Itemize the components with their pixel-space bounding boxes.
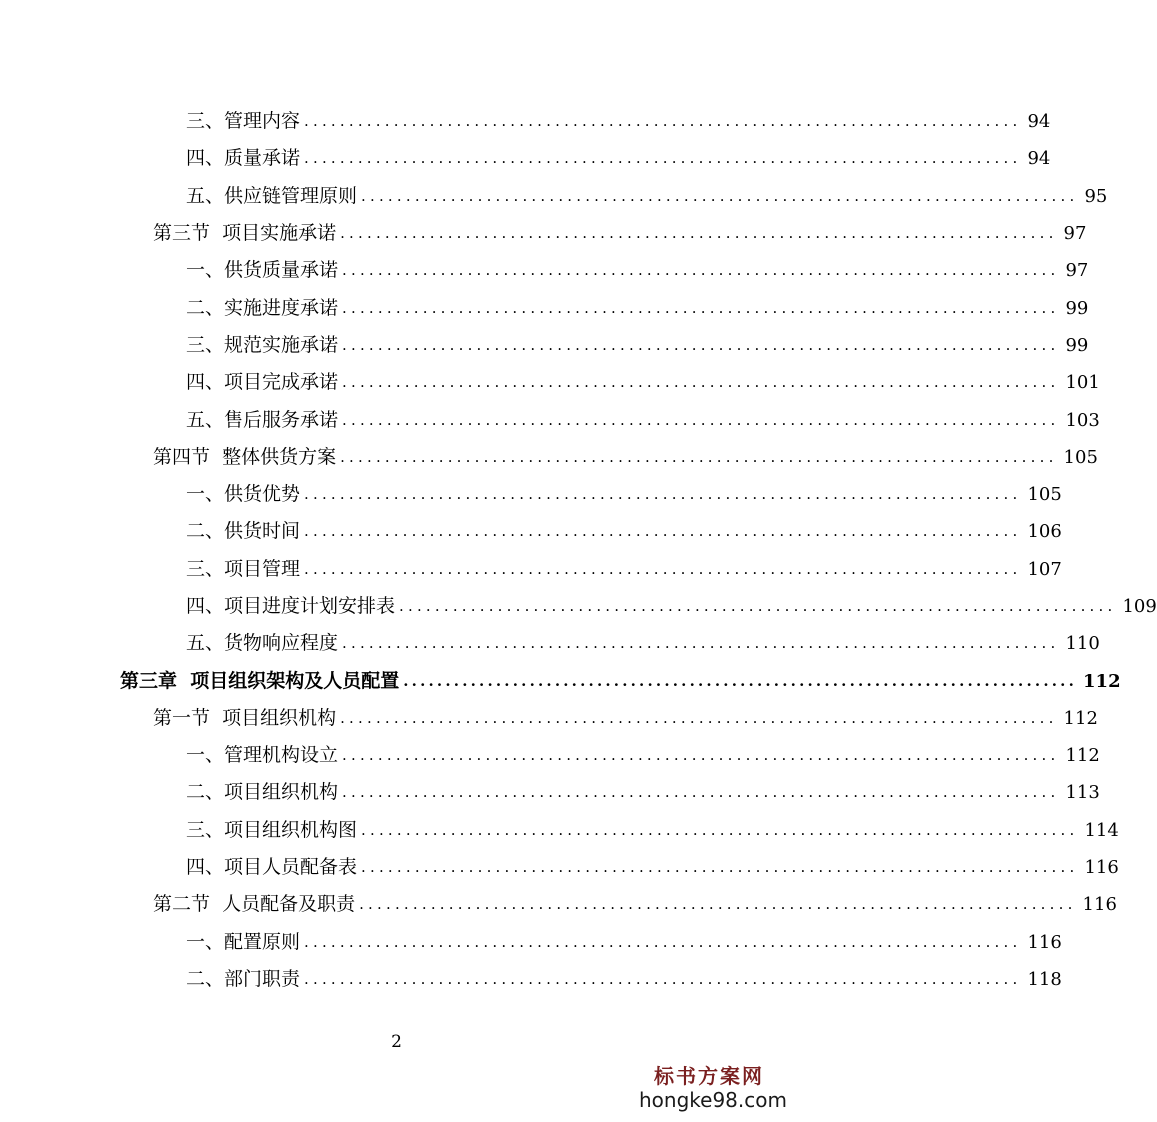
toc-entry-label: 五、售后服务承诺	[186, 408, 339, 431]
toc-entry-page: 116	[1084, 857, 1119, 879]
toc-entry[interactable]	[0, 362, 1100, 399]
toc-entry[interactable]	[0, 586, 1157, 623]
toc-dot-leader: ................................................................................	[403, 671, 1078, 690]
toc-entry-label: 四、项目人员配备表	[186, 856, 358, 879]
toc-dot-leader: ................................................................................	[342, 783, 1060, 802]
toc-entry-label: 一、管理机构设立	[186, 744, 339, 767]
toc-entry[interactable]	[0, 884, 1117, 921]
toc-entry-label: 一、供货优势	[186, 483, 301, 506]
toc-entry-label: 一、供货质量承诺	[186, 259, 339, 282]
toc-dot-leader: ................................................................................	[342, 298, 1060, 317]
watermark-title: 标书方案网	[654, 1064, 764, 1088]
toc-dot-leader: ................................................................................	[342, 746, 1060, 765]
toc-dot-leader: ................................................................................	[342, 261, 1060, 280]
table-of-contents	[0, 101, 1157, 996]
toc-entry-page: 110	[1065, 633, 1100, 655]
toc-entry-label: 五、货物响应程度	[186, 632, 339, 655]
toc-entry-label: 第二节 人员配备及职责	[153, 893, 356, 916]
toc-entry-label: 第三节 项目实施承诺	[153, 222, 337, 245]
toc-dot-leader: ................................................................................	[304, 969, 1022, 988]
toc-entry[interactable]	[0, 474, 1062, 511]
toc-dot-leader: ................................................................................	[304, 559, 1022, 578]
toc-dot-leader: ................................................................................	[361, 820, 1079, 839]
toc-entry-page: 112	[1083, 670, 1121, 692]
toc-dot-leader: ................................................................................	[304, 522, 1022, 541]
toc-entry[interactable]	[0, 549, 1062, 586]
toc-entry[interactable]	[0, 176, 1108, 213]
toc-entry-page: 94	[1027, 111, 1051, 133]
toc-entry-page: 107	[1027, 558, 1062, 580]
toc-entry-page: 97	[1065, 260, 1089, 282]
toc-entry[interactable]	[0, 922, 1062, 959]
toc-entry-label: 第四节 整体供货方案	[153, 445, 337, 468]
toc-entry[interactable]	[0, 623, 1100, 660]
toc-entry-label: 二、供货时间	[186, 520, 301, 543]
toc-dot-leader: ................................................................................	[342, 335, 1060, 354]
toc-entry-label: 四、项目进度计划安排表	[186, 595, 396, 617]
toc-entry-page: 99	[1065, 297, 1089, 319]
toc-entry[interactable]	[0, 660, 1121, 697]
toc-entry[interactable]	[0, 847, 1119, 884]
toc-entry[interactable]	[0, 287, 1089, 324]
toc-entry[interactable]	[0, 325, 1089, 362]
toc-dot-leader: ................................................................................	[304, 112, 1022, 131]
toc-entry-page: 106	[1027, 521, 1062, 543]
toc-entry-page: 95	[1084, 185, 1108, 207]
toc-dot-leader: ................................................................................	[340, 224, 1058, 243]
toc-dot-leader: ................................................................................	[304, 932, 1022, 951]
toc-entry-label: 第三章 项目组织架构及人员配置	[120, 669, 400, 692]
toc-entry-label: 五、供应链管理原则	[186, 184, 358, 207]
toc-entry-page: 113	[1065, 782, 1100, 804]
toc-entry-page: 105	[1027, 484, 1062, 506]
toc-entry-page: 101	[1065, 372, 1100, 394]
toc-dot-leader: ................................................................................	[361, 858, 1079, 877]
watermark-url: hongke98.com	[639, 1088, 787, 1112]
toc-entry-label: 第一节 项目组织机构	[153, 706, 337, 729]
toc-entry[interactable]	[0, 138, 1051, 175]
toc-entry-label: 三、管理内容	[186, 110, 301, 133]
toc-dot-leader: ................................................................................	[304, 485, 1022, 504]
toc-entry-page: 105	[1063, 446, 1098, 468]
toc-dot-leader: ................................................................................	[304, 149, 1022, 168]
toc-entry[interactable]	[0, 698, 1098, 735]
toc-entry-page: 103	[1065, 409, 1100, 431]
toc-dot-leader: ................................................................................	[342, 410, 1060, 429]
toc-entry[interactable]	[0, 511, 1062, 548]
toc-entry[interactable]	[0, 101, 1051, 138]
toc-dot-leader: ................................................................................	[342, 373, 1060, 392]
toc-dot-leader: ................................................................................	[342, 634, 1060, 653]
toc-dot-leader: ................................................................................	[359, 895, 1077, 914]
toc-dot-leader: ................................................................................	[361, 186, 1079, 205]
watermark-logo	[639, 1064, 787, 1112]
toc-entry[interactable]	[0, 399, 1100, 436]
toc-entry-label: 一、配置原则	[186, 930, 301, 953]
toc-entry[interactable]	[0, 810, 1119, 847]
toc-entry-label: 四、项目完成承诺	[186, 371, 339, 394]
toc-entry-page: 118	[1027, 968, 1062, 990]
toc-entry-page: 116	[1027, 931, 1062, 953]
toc-entry-label: 三、项目管理	[186, 557, 301, 580]
toc-entry-page: 99	[1065, 334, 1089, 356]
toc-entry-page: 97	[1063, 223, 1087, 245]
toc-entry-page: 112	[1065, 745, 1100, 767]
toc-entry-page: 114	[1084, 819, 1119, 841]
toc-entry-page: 109	[1122, 596, 1157, 617]
toc-entry[interactable]	[0, 250, 1089, 287]
toc-entry-page: 112	[1063, 707, 1098, 729]
toc-entry-label: 三、规范实施承诺	[186, 333, 339, 356]
toc-entry-label: 三、项目组织机构图	[186, 818, 358, 841]
toc-entry[interactable]	[0, 437, 1098, 474]
toc-entry[interactable]	[0, 213, 1087, 250]
toc-entry[interactable]	[0, 772, 1100, 809]
toc-entry-label: 二、实施进度承诺	[186, 296, 339, 319]
toc-dot-leader: ................................................................................	[340, 708, 1058, 727]
toc-dot-leader: ................................................................................	[399, 597, 1117, 615]
toc-entry-label: 二、项目组织机构	[186, 781, 339, 804]
toc-entry-page: 94	[1027, 148, 1051, 170]
toc-dot-leader: ................................................................................	[340, 447, 1058, 466]
toc-entry-label: 四、质量承诺	[186, 147, 301, 170]
toc-entry[interactable]	[0, 735, 1100, 772]
page-number: 2	[391, 1032, 402, 1052]
toc-entry-label: 二、部门职责	[186, 967, 301, 990]
toc-entry[interactable]	[0, 959, 1062, 996]
toc-entry-page: 116	[1082, 894, 1117, 916]
